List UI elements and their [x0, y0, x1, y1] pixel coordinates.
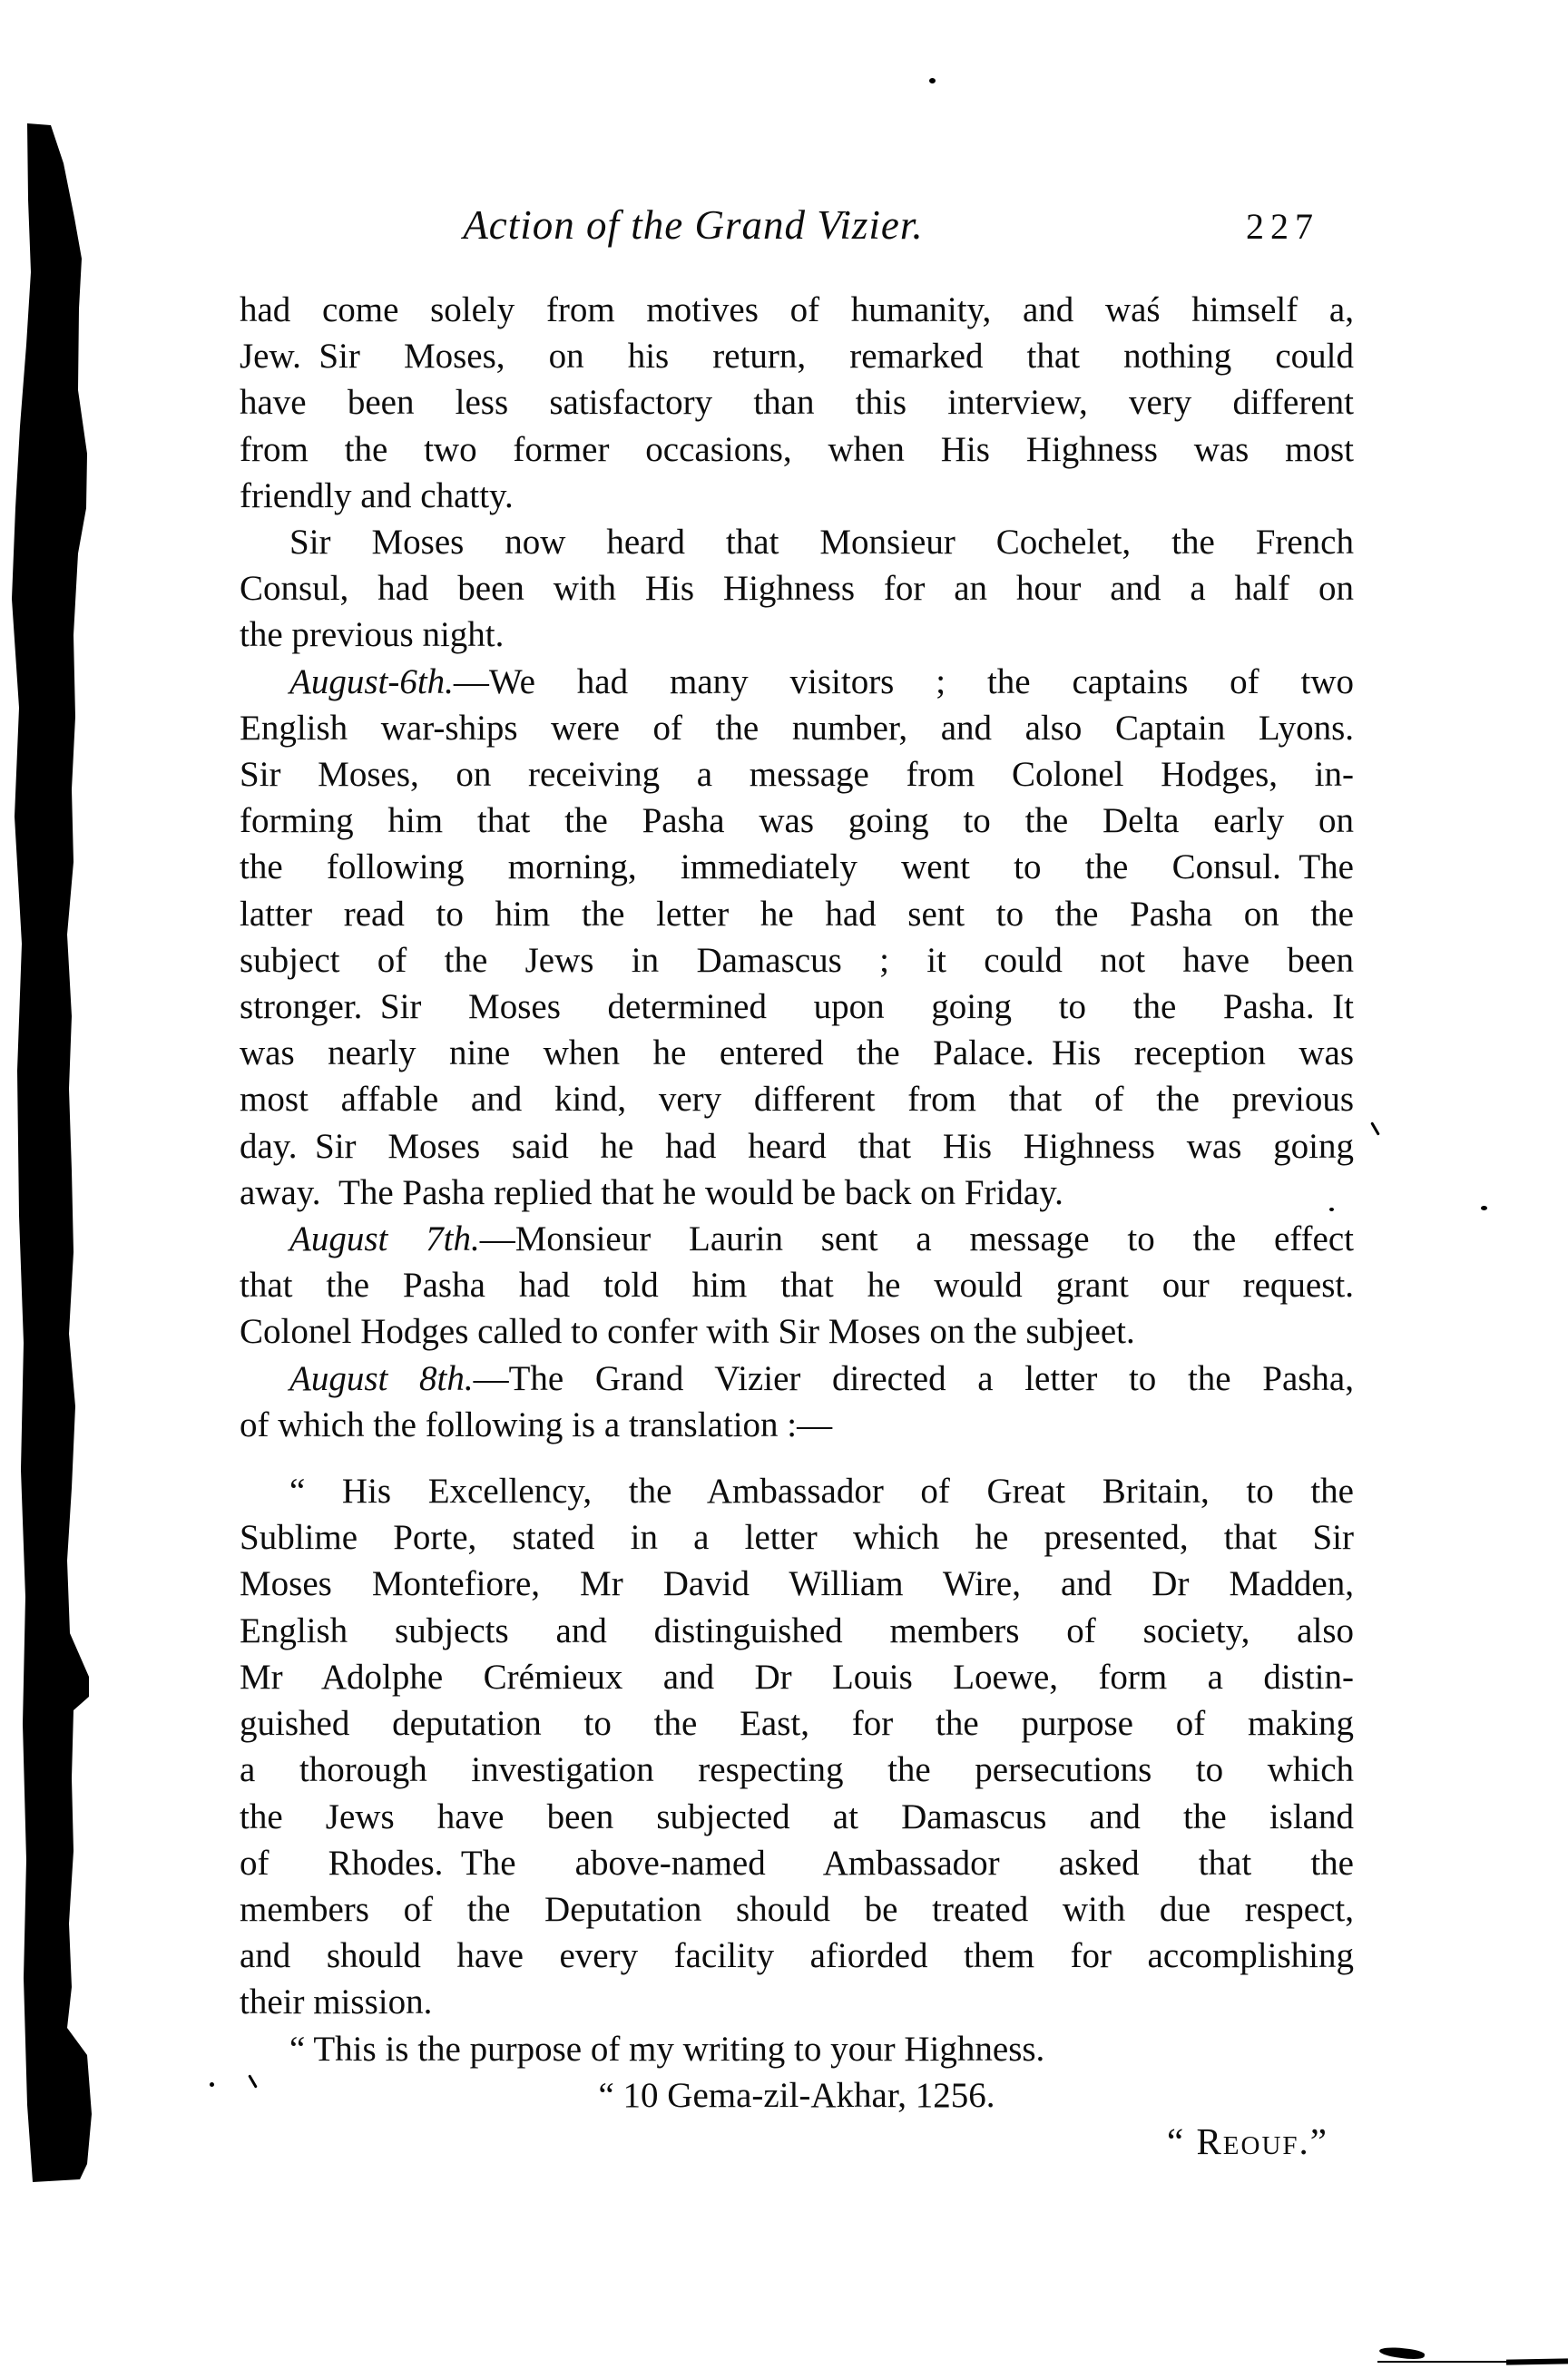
text-line-body: —The Grand Vizier directed a letter to the Pasha,	[473, 1358, 1354, 1398]
text-line: guished deputation to the East, for the purpose of making	[240, 1704, 1354, 1744]
ink-speck-bottom-left	[210, 2082, 214, 2087]
diary-date-lead: August 8th.	[289, 1358, 474, 1398]
text-line: “ 10 Gema-zil-Akhar, 1256.	[598, 2075, 995, 2115]
text-line-body: —We had many visitors ; the captains of two	[453, 661, 1354, 701]
text-line: English war-ships were of the number, and also Captain Lyons.	[240, 708, 1354, 748]
text-line-body: —Monsieur Laurin sent a message to the effect	[479, 1219, 1354, 1259]
ink-speck-top-right	[929, 78, 936, 83]
text-line: Jew. Sir Moses, on his return, remarked that nothing could	[240, 337, 1354, 377]
text-line: was nearly nine when he entered the Palace. His reception was	[240, 1033, 1354, 1073]
page-number: 227	[1246, 206, 1319, 247]
text-line: the Jews have been subjected at Damascus and the island	[240, 1796, 1354, 1836]
text-line: had come solely from motives of humanity, and waś himself a,	[240, 290, 1354, 329]
ink-line-bottom-right-thick	[1506, 2358, 1568, 2364]
text-line: Mr Adolphe Crémieux and Dr Louis Loewe, form a distin-	[240, 1657, 1354, 1697]
text-line: of Rhodes. The above-named Ambassador asked that the	[240, 1843, 1354, 1883]
diary-date-lead: August-6th.	[289, 661, 454, 701]
text-line: that the Pasha had told him that he would grant our request.	[240, 1266, 1354, 1306]
text-line: Sir Moses now heard that Monsieur Cochelet, the French	[289, 523, 1354, 563]
binding-shadow	[0, 0, 118, 2369]
page-body	[240, 287, 1354, 2165]
text-line: Moses Montefiore, Mr David William Wire, and Dr Madden,	[240, 1564, 1354, 1604]
text-line: “ This is the purpose of my writing to your Highness.	[289, 2029, 1045, 2069]
text-line: of which the following is a translation :—	[240, 1405, 833, 1444]
text-line: away. The Pasha replied that he would be back on Friday.	[240, 1172, 1063, 1212]
text-line: Colonel Hodges called to confer with Sir Moses on the subjeet.	[240, 1312, 1135, 1352]
ink-speck-right-2	[1481, 1206, 1487, 1210]
text-line: and should have every facility afiorded them for accomplishing	[240, 1936, 1354, 1976]
text-line: the previous night.	[240, 615, 505, 655]
text-line	[240, 1216, 1354, 1262]
ink-speck-right-1	[1329, 1208, 1334, 1211]
text-line	[240, 659, 1354, 705]
text-line: English subjects and distinguished members of society, also	[240, 1610, 1354, 1650]
text-line: members of the Deputation should be treated with due respect,	[240, 1889, 1354, 1929]
text-line	[240, 1356, 1354, 1402]
diary-date-lead: August 7th.	[289, 1219, 480, 1259]
text-line: latter read to him the letter he had sent to the Pasha on the	[240, 894, 1354, 934]
text-line: a thorough investigation respecting the persecutions to which	[240, 1750, 1354, 1790]
text-line: the following morning, immediately went to the Consul. The	[240, 847, 1354, 887]
text-line: their mission.	[240, 1982, 433, 2022]
text-line: forming him that the Pasha was going to the Delta early on	[240, 801, 1354, 841]
text-line: most affable and kind, very different from that of the previous	[240, 1080, 1354, 1120]
text-line: subject of the Jews in Damascus ; it could not have been	[240, 940, 1354, 980]
text-line: have been less satisfactory than this interview, very different	[240, 383, 1354, 423]
text-line: “ His Excellency, the Ambassador of Great Britain, to the	[289, 1472, 1354, 1512]
text-line: friendly and chatty.	[240, 475, 514, 515]
text-line: from the two former occasions, when His Highness was most	[240, 429, 1354, 469]
text-line: Sir Moses, on receiving a message from Colonel Hodges, in-	[240, 755, 1354, 795]
ink-smudge-bottom-right	[1379, 2345, 1426, 2361]
ink-tick-right-margin	[1370, 1121, 1380, 1135]
running-header: Action of the Grand Vizier.	[463, 202, 924, 248]
text-line: Consul, had been with His Highness for an hour and a half on	[240, 569, 1354, 609]
text-line: day. Sir Moses said he had heard that His Highness was going	[240, 1126, 1354, 1166]
text-line: Sublime Porte, stated in a letter which he presented, that Sir	[240, 1518, 1354, 1558]
text-line: stronger. Sir Moses determined upon going to the Pasha. It	[240, 987, 1354, 1027]
text-line: “ Reouf.”	[1167, 2119, 1328, 2162]
